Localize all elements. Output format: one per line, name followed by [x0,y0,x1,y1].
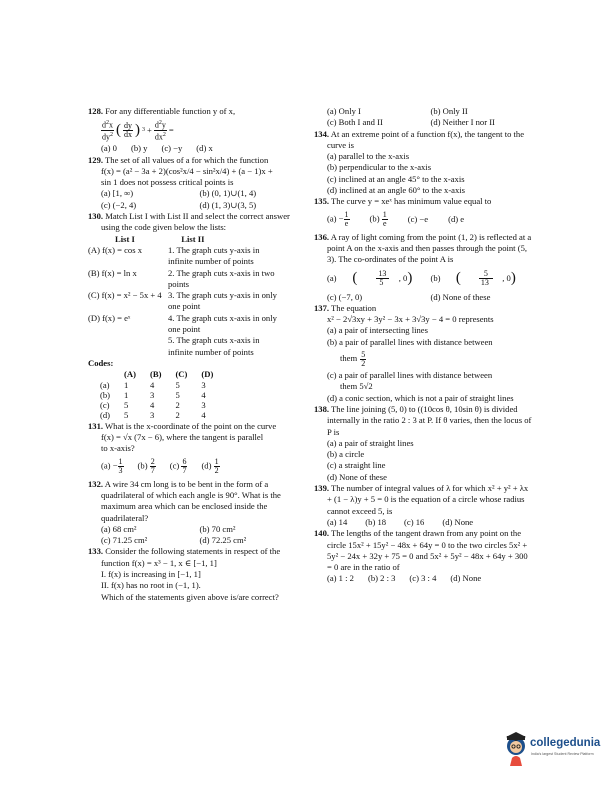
left-column [88,106,298,603]
question-130: 130. Match List I with List II and select the correct answer using the code given below the lists: List I List II (A) f(x) = cos x 1. The graph cuts y-axis in infinite number of points (B) f(x) = ln x 2. The graph cuts x-axis in two points (C) f(x) = x² − 5x + 4 3. The graph cuts y-axis in only one point (D) f(x) = eˣ 4. The graph cuts x-axis in only one point 5. The graph cuts x-axis in infinite number of points Codes: (A) (B) (C) (D) (a) 1 4 5 3 (b) 1 3 5 4 (c) 5 4 2 3 (d) 5 3 2 4 [88,211,290,421]
question-132: 132. A wire 34 cm long is to be bent in the form of a quadrilateral of which each angle is 90°. What is the maximum area which can be enclosed inside the quadrilateral? (a) 68 cm² (b) 70 cm² (c) 71.25 cm² (d) 72.25 cm² [88,479,298,547]
q139-options: (a) 14 (b) 18 (c) 16 (d) None [327,516,474,527]
question-135: 135. The curve y = xeˣ has minimum value equal to (a) − $\frac{1}{e}$ (b) $\frac{1}{e}$ (c) −e (d) e [314,196,534,231]
question-137: 137. The equation x² − 2√3xy + 3y² − 3x + 3√3y − 4 = 0 represents (a) a pair of intersecting lines (b) a pair of parallel lines with distance between them $\frac{5}{2}$ (c) a pair of parallel lines with distance between them 5√2 (d) a conic section, which is not a pair of straight lines [314,302,514,403]
q131-options: (a) − $\frac{1}{3}$ (b) $\frac{2}{7}$ (c) $\frac{6}{7}$ (d) $\frac{1}{2}$ [101,457,219,476]
q140-options: (a) 1 : 2 (b) 2 : 3 (c) 3 : 4 (d) None [327,573,482,584]
question-140: 140. The lengths of the tangent drawn from any point on the circle 15x² + 15y² − 48x + 64y = 0 to the two circles 5x² + 5y² − 24x + 32y + 75 = 0 and 5x² + 5y² − 48x + 64y + 300 = 0 are in the ratio of (a) 1 : 2 (b) 2 : 3 (c) 3 : 4 (d) None [314,528,534,584]
question-131: 131. What is the x-coordinate of the point on the curve f(x) = √x (7x − 6), where the tangent is parallel to x-axis? (a) − $\frac{1}{3}$ (b) $\frac{2}{7}$ (c) $\frac{6}{7}$ (d) $\frac{1}{2}$ [88,421,298,479]
question-129: 129. The set of all values of a for which the function f(x) = (a² − 3a + 2)(cos²x/4 − sin²x/4) + (a − 1)x + sin 1 does not possess critical points is (a) [1, ∞) (b) (0, 1)∪(1, 4) (c) (−2, 4) (d) (1, 3)∪(3, 5) [88,155,298,211]
q132-options: (a) 68 cm² (b) 70 cm² (c) 71.25 cm² (d) 72.25 cm² [101,523,247,546]
brand-name: collegedunia [530,737,601,749]
q130-codes-table: (A) (B) (C) (D) (a) 1 4 5 3 (b) 1 3 5 4 (c) 5 4 2 3 (d) 5 3 2 4 [100,369,214,421]
q133-options: (a) Only I (b) Only II (c) Both I and II (d) Neither I nor II [327,106,495,128]
question-136: 136. A ray of light coming from the point (1, 2) is reflected at a point A on the x-axis and then passes through the point (5, 3). The co-ordinates of the point A is (a) ( $\frac{13}{5}$ , 0 ) (b) ( $\frac{5}{13}$ , 0 ) (c) (−7, 0) (d) None of these [314,232,534,303]
question-128: 128. For any differentiable function y of x, $\frac{d^2x}{dy^2}$ ( $\frac{dy}{dx}$ ) 3 + $\frac{d^2y}{dx^2}$ = (a) 0 (b) y (c) −y (d) x [88,106,298,155]
question-134: 134. At an extreme point of a function f(x), the tangent to the curve is (a) parallel to the x-axis (b) perpendicular to the x-axis (c) inclined at an angle 45° to the x-axis (d) inclined at an angle 60° to the x-axis [314,128,525,196]
brand-tagline: India's largest Student Review Platform [531,752,594,756]
q128-options: (a) 0 (b) y (c) −y (d) x [101,143,213,154]
right-column [314,106,534,585]
collegedunia-logo-icon [498,730,606,770]
question-133: 133. Consider the following statements in respect of the function f(x) = x³ − 1, x ∈ [−1, 1] I. f(x) is increasing in [−1, 1] II. f(x) has no root in (−1, 1). Which of the statements given above is/are correct? [88,546,281,602]
question-138: 138. The line joining (5, 0) to ((10cos θ, 10sin θ) is divided internally in the ratio 2 : 3 at P. If θ varies, then the locus of P is (a) a pair of straight lines (b) a circle (c) a straight line (d) None of these [314,403,532,482]
q128-expression: $\frac{d^2x}{dy^2}$ ( $\frac{dy}{dx}$ ) 3 + $\frac{d^2y}{dx^2}$ = [102,120,174,142]
q129-options: (a) [1, ∞) (b) (0, 1)∪(1, 4) (c) (−2, 4) (d) (1, 3)∪(3, 5) [101,188,257,210]
q135-options: (a) − $\frac{1}{e}$ (b) $\frac{1}{e}$ (c) −e (d) e [327,210,465,229]
q136-options: (a) ( $\frac{13}{5}$ , 0 ) (b) ( $\frac{5}{13}$ , 0 ) (c) (−7, 0) (d) None of these [327,269,516,302]
question-139: 139. The number of integral values of λ for which x² + y² + λx + (1 − λ)y + 5 = 0 is the equation of a circle whose radius cannot exceed 5, is (a) 14 (b) 18 (c) 16 (d) None [314,483,534,528]
